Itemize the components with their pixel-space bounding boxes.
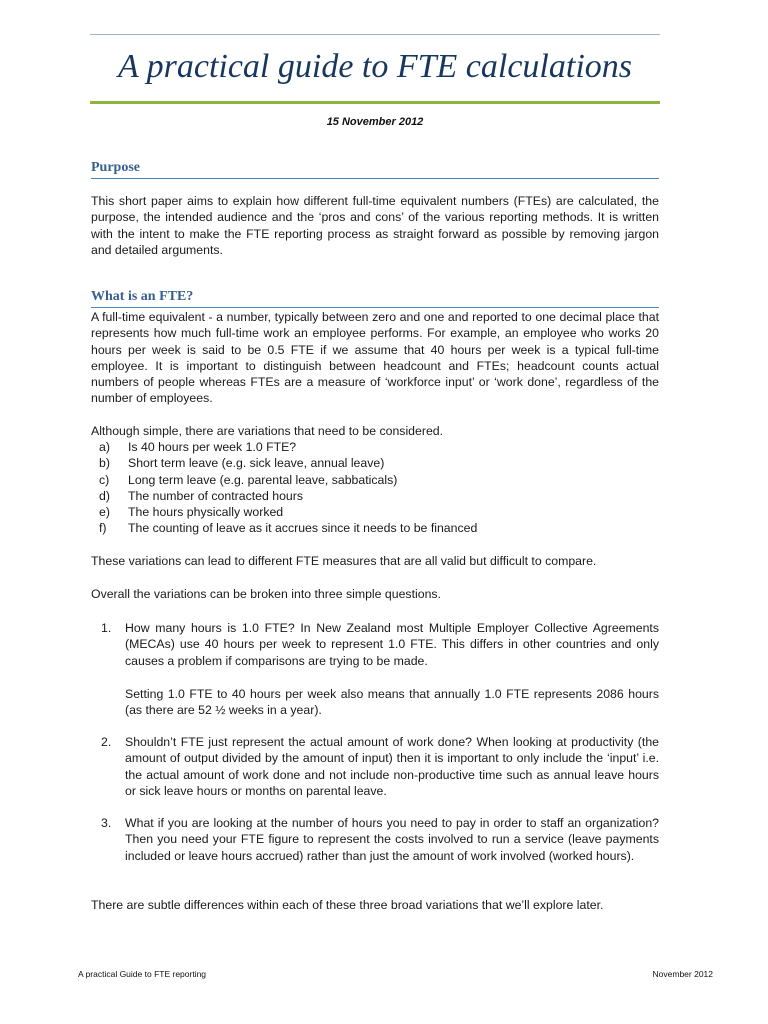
question-number: 2. xyxy=(101,735,112,749)
variations-summary: These variations can lead to different FTE measures that are all valid but difficult to compare. xyxy=(91,554,597,568)
document-title: A practical guide to FTE calculations xyxy=(117,48,633,85)
list-text: The hours physically worked xyxy=(128,505,284,520)
list-item xyxy=(91,520,659,536)
document-date: 15 November 2012 xyxy=(326,116,424,128)
list-text: Short term leave (e.g. sick leave, annual leave) xyxy=(128,456,385,471)
title-underline xyxy=(90,101,660,104)
list-item xyxy=(91,504,659,520)
question-number: 3. xyxy=(101,816,112,830)
list-item xyxy=(91,455,659,471)
list-marker: a) xyxy=(99,440,110,454)
purpose-paragraph: This short paper aims to explain how different full-time equivalent numbers (FTEs) are calculated, the purpose, the intended audience and the ‘pros and cons’ of the various reporting methods. It is written with the intent to make the FTE reporting process as straight forward as possible by removing jargon and detailed arguments. xyxy=(91,194,659,257)
list-text: Is 40 hours per week 1.0 FTE? xyxy=(128,440,297,454)
list-marker: d) xyxy=(99,488,110,503)
list-marker: f) xyxy=(99,521,107,536)
questions-intro: Overall the variations can be broken into three simple questions. xyxy=(91,587,441,601)
question-text: Setting 1.0 FTE to 40 hours per week also means that annually 1.0 FTE represents 2086 hours (as there are 52 ½ weeks in a year). xyxy=(125,687,659,718)
question-item-3 xyxy=(91,815,659,864)
list-item xyxy=(91,472,659,488)
variations-list xyxy=(91,439,659,537)
list-marker: e) xyxy=(99,505,110,520)
question-item-1 xyxy=(91,620,659,669)
list-text: The counting of leave as it accrues since it needs to be financed xyxy=(128,521,478,536)
fte-definition-paragraph: A full-time equivalent - a number, typically between zero and one and reported to one decimal place that represents how much full-time work an employee performs. For example, an employee who works 20 hours per week is said to be 0.5 FTE if we assume that 40 hours per week is a typical full-time employee. It is important to distinguish between headcount and FTEs; headcount counts actual numbers of people whereas FTEs are a measure of ‘workforce input’ or ‘work done’, regardless of the number of employees. xyxy=(91,310,659,406)
top-rule xyxy=(90,34,660,35)
variations-intro: Although simple, there are variations that need to be considered. xyxy=(91,424,444,438)
list-marker: b) xyxy=(99,456,110,471)
question-item-2 xyxy=(91,734,659,799)
closing-paragraph: There are subtle differences within each of these three broad variations that we’ll explore later. xyxy=(91,898,604,912)
question-number xyxy=(91,686,125,719)
heading-what-is-fte: What is an FTE? xyxy=(91,289,659,308)
list-item xyxy=(91,439,659,455)
list-marker: c) xyxy=(99,472,110,487)
list-text: The number of contracted hours xyxy=(128,488,303,503)
question-number: 1. xyxy=(101,621,112,635)
question-text: What if you are looking at the number of hours you need to pay in order to staff an organization? Then you need your FTE figure to represent the costs involved to run a service (leave payments included or leave hours accrued) rather than just the amount of work involved (worked hours). xyxy=(125,816,659,863)
list-text: Long term leave (e.g. parental leave, sabbaticals) xyxy=(128,472,398,487)
question-text: How many hours is 1.0 FTE? In New Zealand most Multiple Employer Collective Agreements (MECAs) use 40 hours per week to represent 1.0 FTE. This differs in other countries and only causes a problem if comparisons are trying to be made. xyxy=(125,621,659,668)
question-text: Shouldn’t FTE just represent the actual amount of work done? When looking at productivity (the amount of output divided by the amount of input) then it is important to only include the ‘input’ i.e. the actual amount of work done and not include non-productive time such as annual leave hours or sick leave hours or months on parental leave. xyxy=(125,735,659,798)
heading-purpose: Purpose xyxy=(91,160,659,179)
footer-document-name: A practical Guide to FTE reporting xyxy=(78,969,207,979)
list-item xyxy=(91,488,659,504)
question-item-1-note xyxy=(91,686,659,719)
footer-date: November 2012 xyxy=(652,969,713,979)
